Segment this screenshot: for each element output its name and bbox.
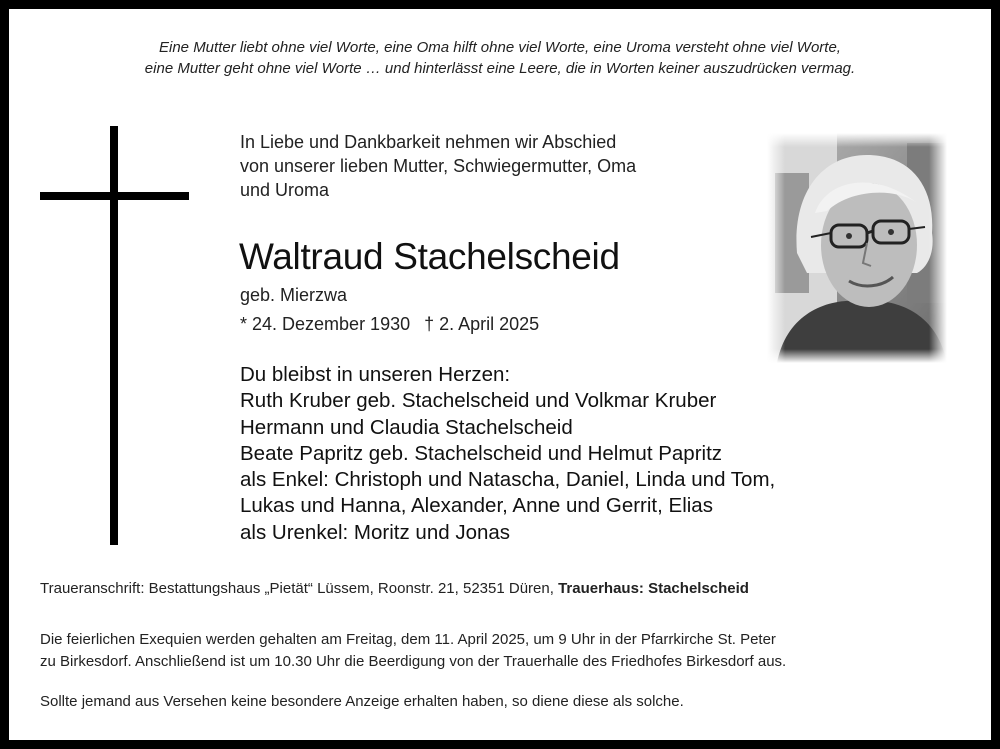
poem (9, 37, 991, 79)
cross-horizontal-bar (40, 192, 189, 200)
deceased-name: Waltraud Stachelscheid (239, 236, 620, 277)
birth-date: * 24. Dezember 1930 (240, 314, 411, 334)
funeral-info (40, 629, 786, 673)
cross-vertical-bar (110, 126, 118, 545)
birth-name: geb. Mierzwa (240, 285, 348, 305)
mourning-house: Trauerhaus: Stachelscheid (558, 580, 749, 597)
address-text: Traueranschrift: Bestattungshaus „Pietät“ Lüssem, Roonstr. 21, 52351 Düren, (40, 580, 559, 597)
intro-text (240, 130, 636, 202)
obituary-notice (9, 9, 991, 740)
closing-note: Sollte jemand aus Versehen keine besondere Anzeige erhalten haben, so diene diese als solche. (40, 693, 684, 710)
life-dates (240, 312, 539, 336)
death-date: † 2. April 2025 (424, 314, 540, 334)
intro-line: und Uroma (240, 180, 330, 200)
poem-line: eine Mutter geht ohne viel Worte … und hinterlässt eine Leere, die in Worten keiner auszudrücken vermag. (144, 60, 856, 77)
mourners-line: Ruth Kruber geb. Stachelscheid und Volkmar Kruber (240, 389, 717, 413)
mourners-line: als Enkel: Christoph und Natascha, Daniel, Linda und Tom, (240, 468, 776, 492)
intro-line: von unserer lieben Mutter, Schwiegermutter, Oma (240, 156, 637, 176)
intro-line: In Liebe und Dankbarkeit nehmen wir Abschied (240, 132, 617, 152)
funeral-info-line: zu Birkesdorf. Anschließend ist um 10.30 Uhr die Beerdigung von der Trauerhalle des Friedhofes Birkesdorf aus. (40, 653, 787, 670)
mourners-line: Du bleibst in unseren Herzen: (240, 363, 511, 386)
mourners-line: Lukas und Hanna, Alexander, Anne und Gerrit, Elias (240, 494, 713, 518)
mourning-address (40, 578, 749, 600)
funeral-info-line: Die feierlichen Exequien werden gehalten am Freitag, dem 11. April 2025, um 9 Uhr in der Pfarrkirche St. Peter (40, 631, 776, 648)
mourners-list (240, 362, 775, 546)
portrait-photo (767, 133, 947, 363)
mourners-line: Beate Papritz geb. Stachelscheid und Helmut Papritz (240, 441, 723, 465)
mourners-line: Hermann und Claudia Stachelscheid (240, 415, 573, 439)
mourners-line: als Urenkel: Moritz und Jonas (240, 520, 511, 544)
poem-line: Eine Mutter liebt ohne viel Worte, eine Oma hilft ohne viel Worte, eine Uroma versteht ohne viel Worte, (159, 39, 841, 56)
